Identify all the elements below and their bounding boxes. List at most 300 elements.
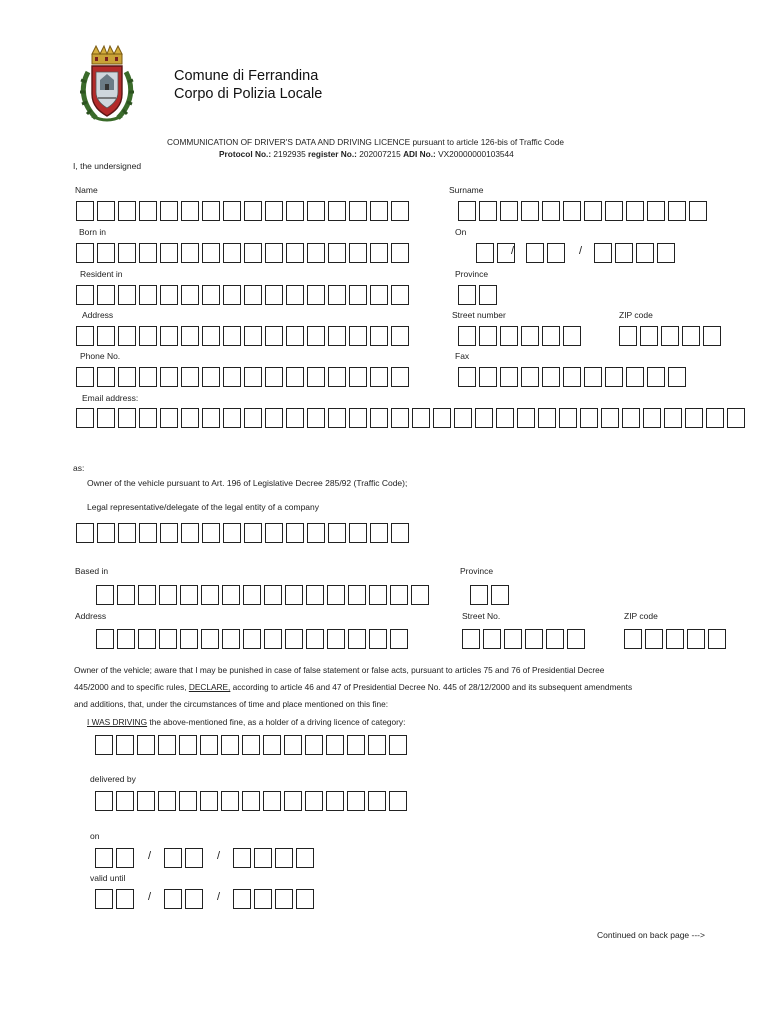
char-box[interactable] [244,326,262,346]
char-box[interactable] [97,285,115,305]
char-box[interactable] [116,889,134,909]
char-box[interactable] [244,408,262,428]
char-box[interactable] [624,629,642,649]
char-box[interactable] [160,285,178,305]
char-box[interactable] [370,326,388,346]
char-box[interactable] [202,201,220,221]
char-box[interactable] [496,408,514,428]
char-box[interactable] [275,889,293,909]
char-box[interactable] [411,585,429,605]
char-box[interactable] [139,326,157,346]
char-box[interactable] [164,848,182,868]
based-in-label: Based in [75,566,109,576]
char-box[interactable] [118,326,136,346]
char-box[interactable] [500,326,518,346]
char-box[interactable] [327,585,345,605]
char-box[interactable] [223,201,241,221]
char-box[interactable] [580,408,598,428]
char-box[interactable] [223,523,241,543]
char-box[interactable] [223,326,241,346]
char-box[interactable] [76,243,94,263]
char-box[interactable] [223,285,241,305]
char-box[interactable] [222,629,240,649]
char-box[interactable] [139,408,157,428]
zip-code-field[interactable] [619,326,724,346]
char-box[interactable] [265,243,283,263]
char-box[interactable] [95,791,113,811]
char-box[interactable] [433,408,451,428]
char-box[interactable] [687,629,705,649]
char-box[interactable] [223,408,241,428]
char-box[interactable] [139,523,157,543]
char-box[interactable] [370,523,388,543]
char-box[interactable] [233,848,251,868]
char-box[interactable] [369,585,387,605]
char-box[interactable] [160,523,178,543]
char-box[interactable] [542,326,560,346]
birth-month-field[interactable] [526,243,568,263]
char-box[interactable] [275,848,293,868]
char-box[interactable] [76,285,94,305]
char-box[interactable] [254,848,272,868]
char-box[interactable] [117,585,135,605]
char-box[interactable] [347,791,365,811]
char-box[interactable] [349,367,367,387]
char-box[interactable] [454,408,472,428]
valid-year-field[interactable] [233,889,317,909]
char-box[interactable] [542,201,560,221]
char-box[interactable] [369,629,387,649]
char-box[interactable] [347,735,365,755]
char-box[interactable] [222,585,240,605]
char-box[interactable] [636,243,654,263]
char-box[interactable] [284,735,302,755]
company-street-no-field[interactable] [462,629,588,649]
char-box[interactable] [370,243,388,263]
char-box[interactable] [685,408,703,428]
char-box[interactable] [160,243,178,263]
char-box[interactable] [202,326,220,346]
char-box[interactable] [542,367,560,387]
char-box[interactable] [263,735,281,755]
char-box[interactable] [326,735,344,755]
char-box[interactable] [391,201,409,221]
name-field[interactable] [76,201,412,221]
char-box[interactable] [657,243,675,263]
char-box[interactable] [661,326,679,346]
char-box[interactable] [349,285,367,305]
char-box[interactable] [286,367,304,387]
char-box[interactable] [500,367,518,387]
char-box[interactable] [706,408,724,428]
char-box[interactable] [116,848,134,868]
char-box[interactable] [605,367,623,387]
char-box[interactable] [201,629,219,649]
char-box[interactable] [327,629,345,649]
char-box[interactable] [370,285,388,305]
char-box[interactable] [703,326,721,346]
char-box[interactable] [584,367,602,387]
char-box[interactable] [412,408,430,428]
char-box[interactable] [296,848,314,868]
char-box[interactable] [559,408,577,428]
char-box[interactable] [521,326,539,346]
char-box[interactable] [221,735,239,755]
char-box[interactable] [368,791,386,811]
company-address-field[interactable] [96,629,411,649]
char-box[interactable] [370,408,388,428]
char-box[interactable] [97,201,115,221]
char-box[interactable] [689,201,707,221]
char-box[interactable] [284,791,302,811]
char-box[interactable] [286,408,304,428]
char-box[interactable] [391,408,409,428]
char-box[interactable] [244,367,262,387]
char-box[interactable] [647,201,665,221]
char-box[interactable] [626,201,644,221]
char-box[interactable] [159,585,177,605]
char-box[interactable] [328,243,346,263]
surname-field[interactable] [458,201,710,221]
fax-field[interactable] [458,367,689,387]
char-box[interactable] [626,367,644,387]
char-box[interactable] [164,889,182,909]
char-box[interactable] [137,735,155,755]
char-box[interactable] [139,201,157,221]
char-box[interactable] [601,408,619,428]
delivered-by-field[interactable] [95,791,410,811]
char-box[interactable] [389,791,407,811]
province-field[interactable] [458,285,500,305]
company-zip-field[interactable] [624,629,729,649]
char-box[interactable] [391,326,409,346]
char-box[interactable] [76,326,94,346]
char-box[interactable] [567,629,585,649]
char-box[interactable] [76,408,94,428]
legal-rep-option[interactable]: Legal representative/delegate of the legal entity of a company [87,502,320,512]
char-box[interactable] [181,326,199,346]
char-box[interactable] [682,326,700,346]
char-box[interactable] [307,367,325,387]
char-box[interactable] [265,523,283,543]
char-box[interactable] [584,201,602,221]
char-box[interactable] [391,367,409,387]
char-box[interactable] [180,629,198,649]
char-box[interactable] [307,201,325,221]
char-box[interactable] [348,629,366,649]
char-box[interactable] [118,523,136,543]
char-box[interactable] [305,735,323,755]
char-box[interactable] [76,367,94,387]
char-box[interactable] [181,523,199,543]
char-box[interactable] [139,285,157,305]
char-box[interactable] [265,367,283,387]
char-box[interactable] [619,326,637,346]
char-box[interactable] [181,201,199,221]
char-box[interactable] [458,285,476,305]
char-box[interactable] [708,629,726,649]
char-box[interactable] [244,523,262,543]
char-box[interactable] [96,585,114,605]
based-in-field[interactable] [96,585,432,605]
char-box[interactable] [622,408,640,428]
email-label: Email address: [82,393,139,403]
intro-text: I, the undersigned [73,161,142,171]
char-box[interactable] [285,585,303,605]
char-box[interactable] [390,629,408,649]
char-box[interactable] [479,285,497,305]
char-box[interactable] [97,523,115,543]
company-province-field[interactable] [470,585,512,605]
char-box[interactable] [185,848,203,868]
char-box[interactable] [223,243,241,263]
char-box[interactable] [647,367,665,387]
char-box[interactable] [139,367,157,387]
char-box[interactable] [306,585,324,605]
char-box[interactable] [244,243,262,263]
char-box[interactable] [244,201,262,221]
char-box[interactable] [76,523,94,543]
char-box[interactable] [200,735,218,755]
birth-year-field[interactable] [594,243,678,263]
char-box[interactable] [370,367,388,387]
char-box[interactable] [307,285,325,305]
char-box[interactable] [118,367,136,387]
char-box[interactable] [264,629,282,649]
resident-in-field[interactable] [76,285,412,305]
char-box[interactable] [202,367,220,387]
char-box[interactable] [117,629,135,649]
char-box[interactable] [546,629,564,649]
char-box[interactable] [263,791,281,811]
char-box[interactable] [202,243,220,263]
char-box[interactable] [221,791,239,811]
register-label: register No.: [308,149,357,159]
char-box[interactable] [138,585,156,605]
licence-category-field[interactable] [95,735,410,755]
char-box[interactable] [521,367,539,387]
char-box[interactable] [286,201,304,221]
char-box[interactable] [201,585,219,605]
char-box[interactable] [265,201,283,221]
char-box[interactable] [547,243,565,263]
char-box[interactable] [265,326,283,346]
char-box[interactable] [479,326,497,346]
char-box[interactable] [615,243,633,263]
char-box[interactable] [504,629,522,649]
char-box[interactable] [326,791,344,811]
char-box[interactable] [243,585,261,605]
issue-year-field[interactable] [233,848,317,868]
char-box[interactable] [202,408,220,428]
char-box[interactable] [118,201,136,221]
char-box[interactable] [181,243,199,263]
char-box[interactable] [244,285,262,305]
char-box[interactable] [368,735,386,755]
char-box[interactable] [390,585,408,605]
char-box[interactable] [180,585,198,605]
char-box[interactable] [349,326,367,346]
char-box[interactable] [328,285,346,305]
char-box[interactable] [470,585,488,605]
char-box[interactable] [306,629,324,649]
char-box[interactable] [179,791,197,811]
char-box[interactable] [116,791,134,811]
char-box[interactable] [458,326,476,346]
char-box[interactable] [462,629,480,649]
char-box[interactable] [158,791,176,811]
char-box[interactable] [640,326,658,346]
char-box[interactable] [243,629,261,649]
char-box[interactable] [349,201,367,221]
char-box[interactable] [286,523,304,543]
issue-on-label: on [90,831,100,841]
phone-field[interactable] [76,367,412,387]
char-box[interactable] [265,408,283,428]
adi-value: VX20000000103544 [438,149,514,159]
char-box[interactable] [475,408,493,428]
char-box[interactable] [181,285,199,305]
char-box[interactable] [645,629,663,649]
char-box[interactable] [391,523,409,543]
char-box[interactable] [118,408,136,428]
owner-option[interactable]: Owner of the vehicle pursuant to Art. 196 of Legislative Decree 285/92 (Traffic Code); [87,478,408,488]
char-box[interactable] [563,367,581,387]
email-field[interactable] [76,408,748,428]
char-box[interactable] [458,201,476,221]
char-box[interactable] [307,523,325,543]
char-box[interactable] [296,889,314,909]
char-box[interactable] [305,791,323,811]
char-box[interactable] [664,408,682,428]
char-box[interactable] [242,791,260,811]
char-box[interactable] [328,367,346,387]
char-box[interactable] [96,629,114,649]
char-box[interactable] [458,367,476,387]
char-box[interactable] [137,791,155,811]
char-box[interactable] [116,735,134,755]
char-box[interactable] [286,285,304,305]
char-box[interactable] [97,243,115,263]
char-box[interactable] [349,408,367,428]
issue-month-field[interactable] [164,848,206,868]
street-number-field[interactable] [458,326,584,346]
char-box[interactable] [666,629,684,649]
char-box[interactable] [476,243,494,263]
char-box[interactable] [118,243,136,263]
char-box[interactable] [118,285,136,305]
char-box[interactable] [491,585,509,605]
char-box[interactable] [185,889,203,909]
char-box[interactable] [521,201,539,221]
char-box[interactable] [97,408,115,428]
char-box[interactable] [349,523,367,543]
char-box[interactable] [328,523,346,543]
char-box[interactable] [200,791,218,811]
char-box[interactable] [391,285,409,305]
police-corps-name: Corpo di Polizia Locale [174,86,323,102]
char-box[interactable] [202,523,220,543]
born-in-field[interactable] [76,243,412,263]
company-name-field[interactable] [76,523,412,543]
char-box[interactable] [349,243,367,263]
char-box[interactable] [97,367,115,387]
char-box[interactable] [727,408,745,428]
issue-day-field[interactable] [95,848,137,868]
char-box[interactable] [538,408,556,428]
char-box[interactable] [526,243,544,263]
char-box[interactable] [389,735,407,755]
char-box[interactable] [254,889,272,909]
char-box[interactable] [643,408,661,428]
date-separator: / [511,245,515,257]
char-box[interactable] [223,367,241,387]
char-box[interactable] [159,629,177,649]
char-box[interactable] [202,285,220,305]
char-box[interactable] [76,201,94,221]
char-box[interactable] [517,408,535,428]
valid-month-field[interactable] [164,889,206,909]
char-box[interactable] [328,408,346,428]
char-box[interactable] [391,243,409,263]
char-box[interactable] [181,408,199,428]
char-box[interactable] [348,585,366,605]
char-box[interactable] [97,326,115,346]
char-box[interactable] [233,889,251,909]
char-box[interactable] [160,326,178,346]
char-box[interactable] [563,326,581,346]
char-box[interactable] [594,243,612,263]
char-box[interactable] [179,735,197,755]
char-box[interactable] [307,408,325,428]
char-box[interactable] [264,585,282,605]
char-box[interactable] [307,243,325,263]
char-box[interactable] [605,201,623,221]
char-box[interactable] [95,735,113,755]
char-box[interactable] [95,889,113,909]
address-label: Address [82,310,114,320]
char-box[interactable] [160,408,178,428]
char-box[interactable] [668,367,686,387]
date-separator: / [217,891,221,903]
char-box[interactable] [563,201,581,221]
address-field[interactable] [76,326,412,346]
char-box[interactable] [328,326,346,346]
char-box[interactable] [265,285,283,305]
char-box[interactable] [307,326,325,346]
char-box[interactable] [286,243,304,263]
valid-day-field[interactable] [95,889,137,909]
char-box[interactable] [483,629,501,649]
char-box[interactable] [242,735,260,755]
char-box[interactable] [328,201,346,221]
char-box[interactable] [525,629,543,649]
char-box[interactable] [285,629,303,649]
char-box[interactable] [160,367,178,387]
char-box[interactable] [479,367,497,387]
char-box[interactable] [286,326,304,346]
char-box[interactable] [479,201,497,221]
char-box[interactable] [139,243,157,263]
char-box[interactable] [95,848,113,868]
char-box[interactable] [370,201,388,221]
char-box[interactable] [138,629,156,649]
char-box[interactable] [158,735,176,755]
char-box[interactable] [668,201,686,221]
char-box[interactable] [181,367,199,387]
char-box[interactable] [500,201,518,221]
char-box[interactable] [160,201,178,221]
